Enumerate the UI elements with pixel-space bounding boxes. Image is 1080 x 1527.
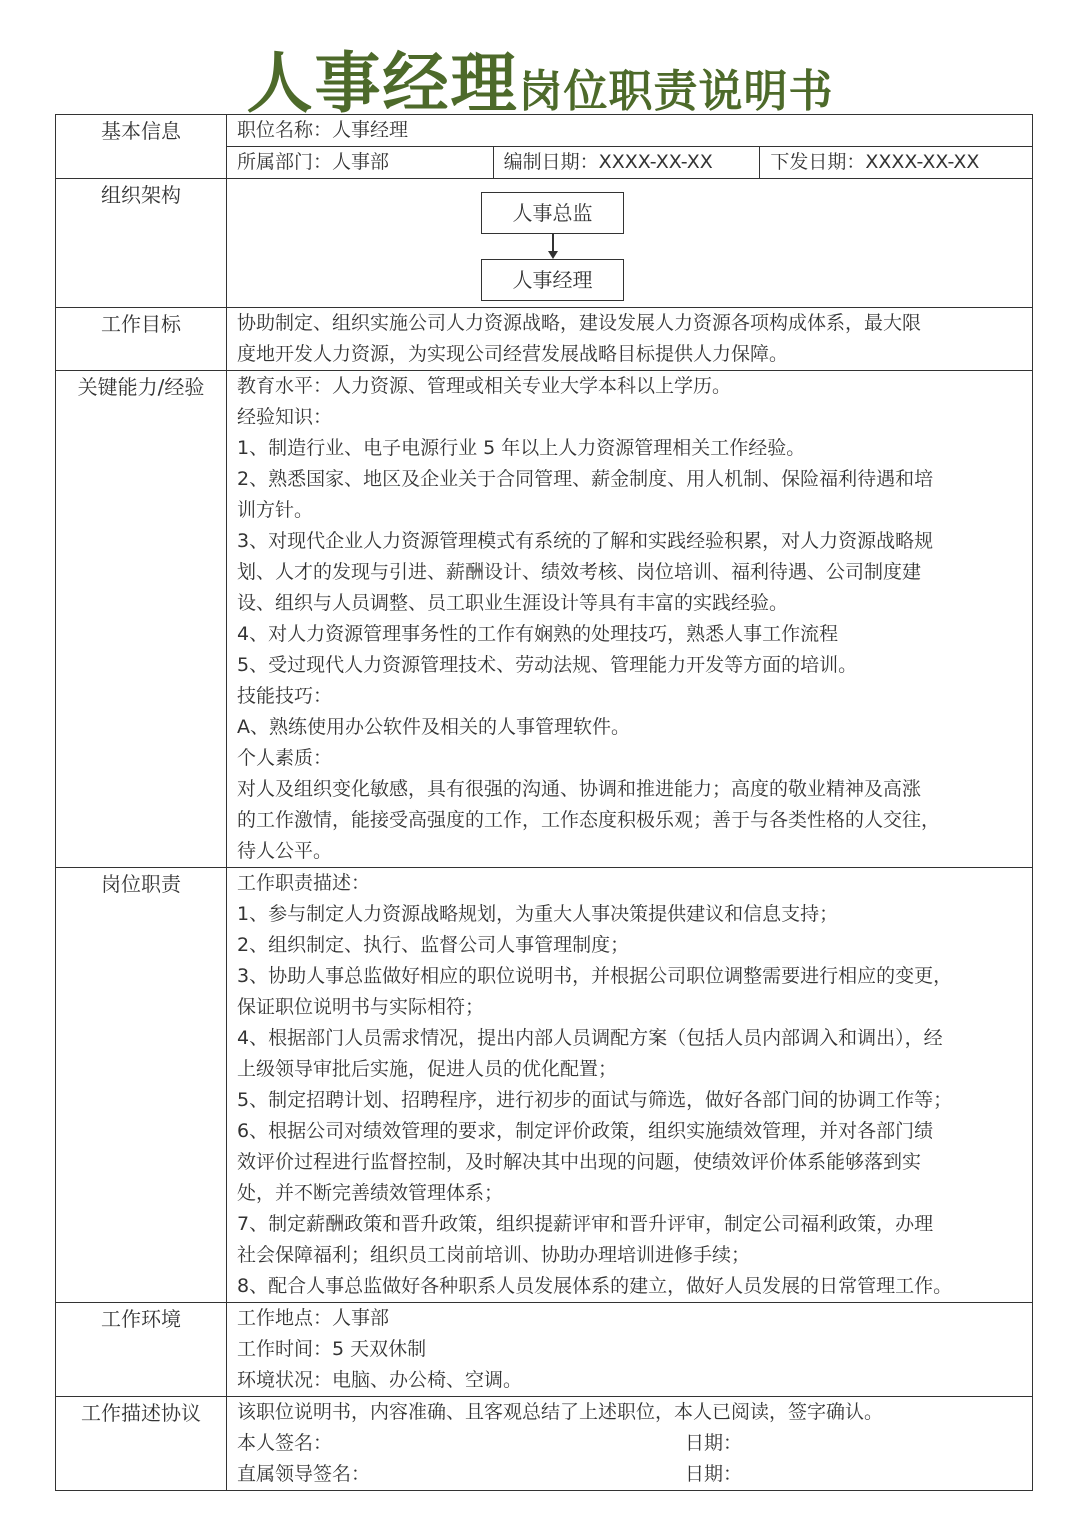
job-description-table — [55, 114, 1033, 1491]
self-sign-row — [227, 1428, 1032, 1459]
ability-line: 经验知识： — [237, 406, 333, 428]
title-sub: 岗位职责说明书 — [518, 66, 834, 117]
ability-line: 4、对人力资源管理事务性的工作有娴熟的处理技巧，熟悉人事工作流程 — [237, 623, 839, 645]
org-arrow-head — [548, 251, 558, 259]
ability-line: 教育水平：人力资源、管理或相关专业大学本科以上学历。 — [237, 375, 732, 397]
ability-line: 技能技巧： — [237, 685, 333, 707]
duty-line: 1、参与制定人力资源战略规划，为重大人事决策提供建议和信息支持； — [237, 903, 839, 925]
label-basic-info: 基本信息 — [56, 115, 227, 179]
ability-line: 设、组织与人员调整、员工职业生涯设计等具有丰富的实践经验。 — [237, 592, 789, 614]
leader-date-label: 日期： — [685, 1463, 743, 1485]
duty-line: 工作职责描述： — [237, 872, 371, 894]
ability-line: 对人及组织变化敏感，具有很强的沟通、协调和推进能力；高度的敬业精神及高涨 — [237, 778, 922, 800]
work-goal-line: 协助制定、组织实施公司人力资源战略，建设发展人力资源各项构成体系，最大限 — [237, 312, 922, 334]
duty-line: 5、制定招聘计划、招聘程序，进行初步的面试与筛选，做好各部门间的协调工作等； — [237, 1089, 953, 1111]
org-arrow-line — [552, 234, 554, 252]
row-agreement — [56, 1397, 1033, 1491]
label-environment: 工作环境 — [56, 1303, 227, 1397]
page-title — [0, 30, 1080, 125]
department: 所属部门：人事部 — [237, 151, 390, 173]
duty-line: 7、制定薪酬政策和晋升政策，组织提薪评审和晋升评审，制定公司福利政策，办理 — [237, 1213, 934, 1235]
org-box-manager: 人事经理 — [481, 259, 624, 301]
environment-line: 工作地点：人事部 — [237, 1307, 390, 1329]
compile-date: 编制日期：XXXX-XX-XX — [493, 147, 760, 178]
ability-line: 待人公平。 — [237, 840, 333, 862]
duty-line: 效评价过程进行监督控制，及时解决其中出现的问题，使绩效评价体系能够落到实 — [237, 1151, 922, 1173]
ability-line: 3、对现代企业人力资源管理模式有系统的了解和实践经验积累，对人力资源战略规 — [237, 530, 934, 552]
duty-line: 4、根据部门人员需求情况，提出内部人员调配方案（包括人员内部调入和调出），经 — [237, 1027, 943, 1049]
ability-line: 划、人才的发现与引进、薪酬设计、绩效考核、岗位培训、福利待遇、公司制度建 — [237, 561, 922, 583]
duty-line: 6、根据公司对绩效管理的要求，制定评价政策，组织实施绩效管理，并对各部门绩 — [237, 1120, 934, 1142]
row-key-abilities — [56, 371, 1033, 868]
row-duties — [56, 868, 1033, 1303]
ability-line: 5、受过现代人力资源管理技术、劳动法规、管理能力开发等方面的培训。 — [237, 654, 858, 676]
label-key-abilities: 关键能力/经验 — [56, 371, 227, 868]
duty-line: 保证职位说明书与实际相符； — [237, 996, 485, 1018]
ability-line: 训方针。 — [237, 499, 314, 521]
ability-line: A、熟练使用办公软件及相关的人事管理软件。 — [237, 716, 630, 738]
row-work-goal — [56, 308, 1033, 371]
ability-line: 个人素质： — [237, 747, 333, 769]
row-basic-info — [56, 115, 1033, 179]
label-agreement: 工作描述协议 — [56, 1397, 227, 1491]
duty-line: 处，并不断完善绩效管理体系； — [237, 1182, 504, 1204]
duty-line: 2、组织制定、执行、监督公司人事管理制度； — [237, 934, 630, 956]
org-chart — [227, 179, 1032, 307]
duty-line: 8、配合人事总监做好各种职系人员发展体系的建立，做好人员发展的日常管理工作。 — [237, 1275, 953, 1297]
ability-line: 2、熟悉国家、地区及企业关于合同管理、薪金制度、用人机制、保险福利待遇和培 — [237, 468, 934, 490]
duty-line: 社会保障福利；组织员工岗前培训、协助办理培训进修手续； — [237, 1244, 751, 1266]
self-sign-label: 本人签名： — [237, 1432, 333, 1454]
row-org-structure — [56, 179, 1033, 308]
agreement-statement: 该职位说明书，内容准确、且客观总结了上述职位，本人已阅读，签字确认。 — [237, 1401, 884, 1423]
duty-line: 上级领导审批后实施，促进人员的优化配置； — [237, 1058, 618, 1080]
issue-date: 下发日期：XXXX-XX-XX — [759, 147, 1032, 178]
title-main: 人事经理 — [246, 45, 519, 122]
position-name: 职位名称：人事经理 — [237, 119, 409, 141]
basic-info-row-2 — [227, 146, 1032, 178]
label-org-structure: 组织架构 — [56, 179, 227, 308]
self-date-label: 日期： — [685, 1432, 743, 1454]
basic-info-row-1 — [227, 115, 1032, 146]
environment-line: 工作时间：5 天双休制 — [237, 1338, 427, 1360]
leader-sign-row — [227, 1459, 1032, 1490]
ability-line: 的工作激情，能接受高强度的工作，工作态度积极乐观；善于与各类性格的人交往， — [237, 809, 941, 831]
environment-line: 环境状况：电脑、办公椅、空调。 — [237, 1369, 523, 1391]
work-goal-line: 度地开发人力资源，为实现公司经营发展战略目标提供人力保障。 — [237, 343, 789, 365]
leader-sign-label: 直属领导签名： — [237, 1463, 371, 1485]
org-box-director: 人事总监 — [481, 192, 624, 234]
ability-line: 1、制造行业、电子电源行业 5 年以上人力资源管理相关工作经验。 — [237, 437, 806, 459]
row-environment — [56, 1303, 1033, 1397]
duty-line: 3、协助人事总监做好相应的职位说明书，并根据公司职位调整需要进行相应的变更， — [237, 965, 953, 987]
label-work-goal: 工作目标 — [56, 308, 227, 371]
label-duties: 岗位职责 — [56, 868, 227, 1303]
